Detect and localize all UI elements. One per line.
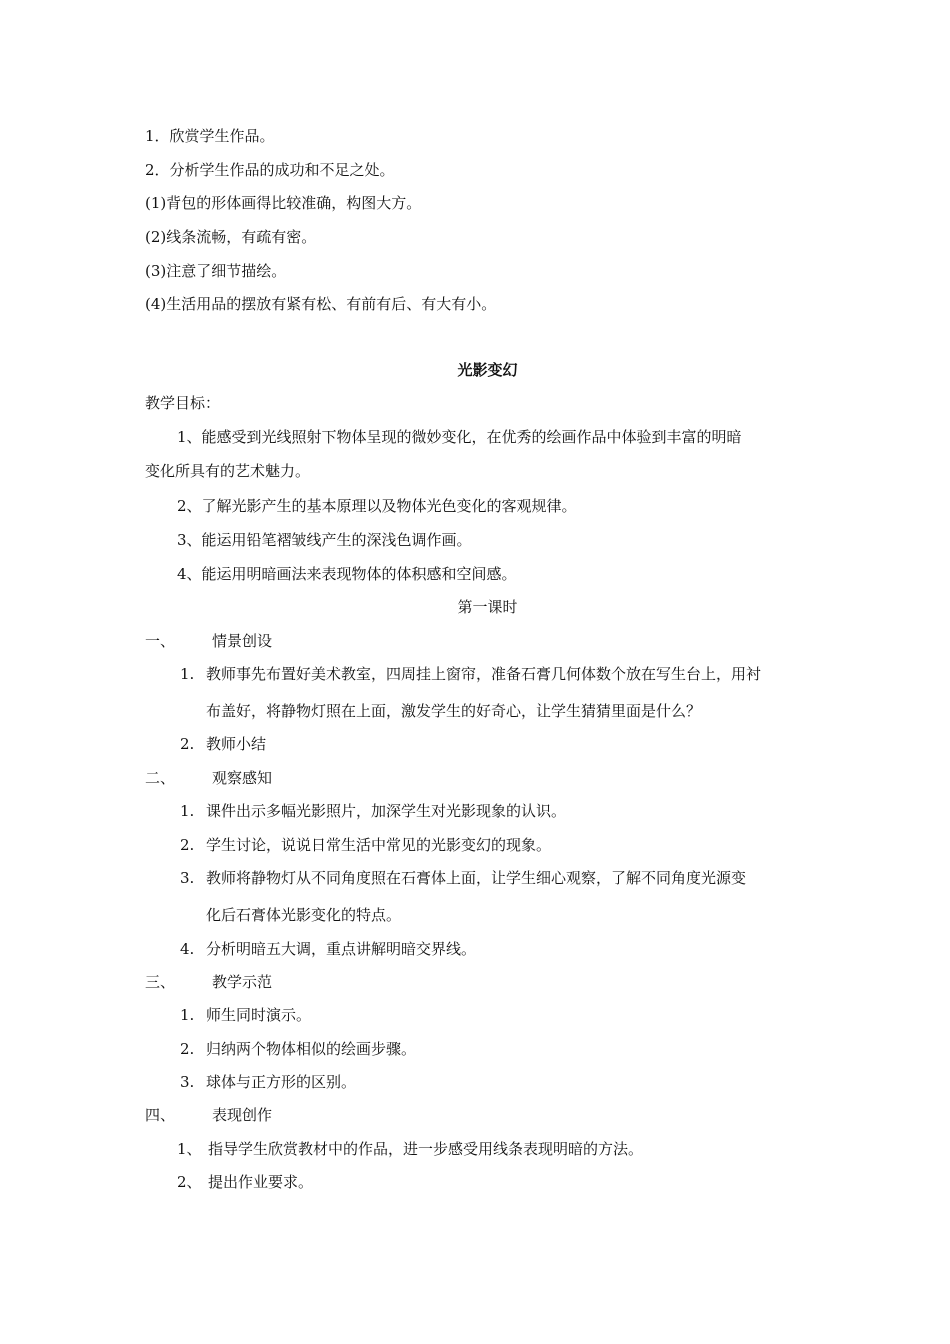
item-number: 2. xyxy=(180,735,195,753)
item-number: 4. xyxy=(180,940,195,958)
intro-item: (2)线条流畅，有疏有密。 xyxy=(145,228,317,246)
item-number: 1. xyxy=(180,802,195,820)
goal-line: 3、能运用铅笔褶皱线产生的深浅色调作画。 xyxy=(177,531,472,549)
goal-line: 1、能感受到光线照射下物体呈现的微妙变化，在优秀的绘画作品中体验到丰富的明暗 xyxy=(177,428,742,446)
item-number: 2. xyxy=(180,1040,195,1058)
section-title: 观察感知 xyxy=(212,769,273,787)
item-number: 1、 xyxy=(177,1140,202,1158)
period-title: 第一课时 xyxy=(457,598,518,616)
item-number: 3. xyxy=(180,869,195,887)
item-number: 2、 xyxy=(177,1173,202,1191)
section-number: 四、 xyxy=(145,1106,176,1124)
intro-item: 1．欣赏学生作品。 xyxy=(145,127,275,145)
item-text: 归纳两个物体相似的绘画步骤。 xyxy=(206,1040,417,1058)
lesson-title: 光影变幻 xyxy=(457,361,518,379)
section-title: 表现创作 xyxy=(212,1106,273,1124)
item-text: 课件出示多幅光影照片，加深学生对光影现象的认识。 xyxy=(206,802,567,820)
goal-line: 4、能运用明暗画法来表现物体的体积感和空间感。 xyxy=(177,565,517,583)
item-text: 布盖好，将静物灯照在上面，激发学生的好奇心，让学生猜猜里面是什么？ xyxy=(206,702,702,720)
item-text: 学生讨论，说说日常生活中常见的光影变幻的现象。 xyxy=(206,836,552,854)
item-text: 指导学生欣赏教材中的作品，进一步感受用线条表现明暗的方法。 xyxy=(208,1140,644,1158)
section-number: 二、 xyxy=(145,769,176,787)
item-text: 教师将静物灯从不同角度照在石膏体上面，让学生细心观察，了解不同角度光源变 xyxy=(206,869,747,887)
item-number: 1. xyxy=(180,665,195,683)
item-number: 2. xyxy=(180,836,195,854)
goals-heading: 教学目标： xyxy=(145,394,221,412)
intro-item: (1)背包的形体画得比较准确，构图大方。 xyxy=(145,194,422,212)
item-text: 教师事先布置好美术教室，四周挂上窗帘，准备石膏几何体数个放在写生台上，用衬 xyxy=(206,665,762,683)
section-title: 情景创设 xyxy=(212,632,273,650)
section-title: 教学示范 xyxy=(212,973,273,991)
goal-line: 2、了解光影产生的基本原理以及物体光色变化的客观规律。 xyxy=(177,497,577,515)
item-number: 3. xyxy=(180,1073,195,1091)
intro-item: (4)生活用品的摆放有紧有松、有前有后、有大有小。 xyxy=(145,295,497,313)
item-text: 球体与正方形的区别。 xyxy=(206,1073,357,1091)
item-text: 化后石膏体光影变化的特点。 xyxy=(206,906,402,924)
item-text: 分析明暗五大调，重点讲解明暗交界线。 xyxy=(206,940,477,958)
section-number: 三、 xyxy=(145,973,176,991)
item-number: 1. xyxy=(180,1006,195,1024)
goal-line: 变化所具有的艺术魅力。 xyxy=(145,462,311,480)
section-number: 一、 xyxy=(145,632,176,650)
item-text: 师生同时演示。 xyxy=(206,1006,312,1024)
intro-item: (3)注意了细节描绘。 xyxy=(145,262,287,280)
intro-item: 2．分析学生作品的成功和不足之处。 xyxy=(145,161,395,179)
item-text: 教师小结 xyxy=(206,735,267,753)
item-text: 提出作业要求。 xyxy=(208,1173,314,1191)
